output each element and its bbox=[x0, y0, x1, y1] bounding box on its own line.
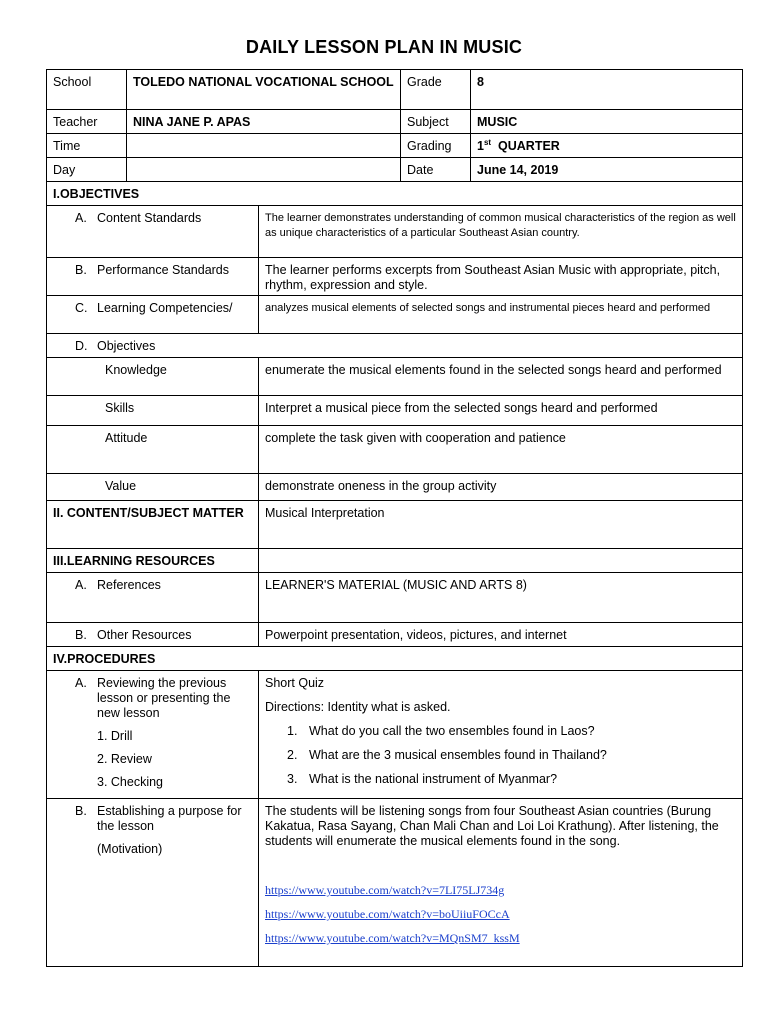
document-title: DAILY LESSON PLAN IN MUSIC bbox=[245, 37, 523, 57]
skills-row bbox=[47, 396, 743, 426]
references-row bbox=[47, 573, 743, 623]
quiz-directions: Directions: Identity what is asked. bbox=[265, 700, 451, 714]
procedure-b-content bbox=[259, 799, 743, 967]
grade-label: Grade bbox=[401, 70, 471, 110]
subject-value: MUSIC bbox=[471, 110, 743, 134]
day-label: Day bbox=[47, 158, 127, 182]
learning-competencies-label: C. Learning Competencies/ bbox=[47, 296, 259, 334]
attitude-text: complete the task given with cooperation and patience bbox=[259, 426, 743, 474]
grading-label: Grading bbox=[401, 134, 471, 158]
attitude-row bbox=[47, 426, 743, 474]
date-value: June 14, 2019 bbox=[471, 158, 743, 182]
motivation-text: The students will be listening songs from four Southeast Asian countries (Burung Kakatua, Rasa Sayang, Chan Mali Chan and Loi Loi Krathung). After listening, the students will enumerate the musical elements found in the song. bbox=[265, 804, 719, 848]
grade-value: 8 bbox=[471, 70, 743, 110]
time-row bbox=[47, 134, 743, 158]
content-row bbox=[47, 501, 743, 549]
objectives-heading-row bbox=[47, 182, 743, 206]
teacher-row bbox=[47, 110, 743, 134]
grading-value: 1st QUARTER bbox=[471, 134, 743, 158]
content-standards-label: A. Content Standards bbox=[47, 206, 259, 258]
knowledge-row bbox=[47, 358, 743, 396]
knowledge-text: enumerate the musical elements found in the selected songs heard and performed bbox=[259, 358, 743, 396]
value-label: Value bbox=[47, 474, 259, 501]
procedures-heading: IV.PROCEDURES bbox=[47, 647, 743, 671]
procedure-a-row bbox=[47, 671, 743, 799]
skills-text: Interpret a musical piece from the selected songs heard and performed bbox=[259, 396, 743, 426]
learning-competencies-text: analyzes musical elements of selected songs and instrumental pieces heard and performed bbox=[259, 296, 743, 334]
performance-standards-row bbox=[47, 258, 743, 296]
date-label: Date bbox=[401, 158, 471, 182]
youtube-link-1[interactable]: https://www.youtube.com/watch?v=7LI75LJ734g bbox=[265, 883, 505, 897]
checking-label: 3. Checking bbox=[97, 775, 164, 789]
resources-heading-blank bbox=[259, 549, 743, 573]
other-resources-row bbox=[47, 623, 743, 647]
procedures-heading-row bbox=[47, 647, 743, 671]
references-text: LEARNER'S MATERIAL (MUSIC AND ARTS 8) bbox=[259, 573, 743, 623]
subject-label: Subject bbox=[401, 110, 471, 134]
knowledge-label: Knowledge bbox=[47, 358, 259, 396]
drill-label: 1. Drill bbox=[97, 729, 133, 743]
motivation-label: (Motivation) bbox=[97, 842, 163, 856]
time-value bbox=[127, 134, 401, 158]
resources-heading: III.LEARNING RESOURCES bbox=[47, 549, 259, 573]
content-standards-text: The learner demonstrates understanding of common musical characteristics of the region as well as unique characteristics of a particular Southeast Asian country. bbox=[259, 206, 743, 258]
review-label: 2. Review bbox=[97, 752, 152, 766]
quiz-question-2: 2. What are the 3 musical ensembles found in Thailand? bbox=[287, 748, 607, 762]
school-label: School bbox=[47, 70, 127, 110]
quiz-question-1: 1. What do you call the two ensembles found in Laos? bbox=[287, 724, 595, 738]
resources-heading-row bbox=[47, 549, 743, 573]
procedure-a-label: A. Reviewing the previous lesson or presenting the new lesson 1. Drill 2. Review 3. Checking bbox=[47, 671, 259, 799]
other-resources-label: B. Other Resources bbox=[47, 623, 259, 647]
attitude-label: Attitude bbox=[47, 426, 259, 474]
youtube-link-2[interactable]: https://www.youtube.com/watch?v=boUiiuFOCcA bbox=[265, 907, 510, 921]
quiz-title: Short Quiz bbox=[265, 676, 325, 690]
school-row bbox=[47, 70, 743, 110]
objectives-label-row bbox=[47, 334, 743, 358]
youtube-link-3[interactable]: https://www.youtube.com/watch?v=MQnSM7_kssM bbox=[265, 931, 520, 945]
time-label: Time bbox=[47, 134, 127, 158]
other-resources-text: Powerpoint presentation, videos, pictures, and internet bbox=[259, 623, 743, 647]
value-row bbox=[47, 474, 743, 501]
lesson-plan-table bbox=[46, 69, 743, 967]
day-row bbox=[47, 158, 743, 182]
objectives-d-label: D. Objectives bbox=[47, 334, 743, 358]
references-label: A. References bbox=[47, 573, 259, 623]
content-standards-row bbox=[47, 206, 743, 258]
quiz-question-3: 3. What is the national instrument of Myanmar? bbox=[287, 772, 558, 786]
skills-label: Skills bbox=[47, 396, 259, 426]
procedure-a-content bbox=[259, 671, 743, 799]
teacher-value: NINA JANE P. APAS bbox=[127, 110, 401, 134]
value-text: demonstrate oneness in the group activity bbox=[259, 474, 743, 501]
teacher-label: Teacher bbox=[47, 110, 127, 134]
learning-competencies-row bbox=[47, 296, 743, 334]
objectives-heading: I.OBJECTIVES bbox=[47, 182, 743, 206]
procedure-b-label: B. Establishing a purpose for the lesson (Motivation) bbox=[47, 799, 259, 967]
performance-standards-text: The learner performs excerpts from Southeast Asian Music with appropriate, pitch, rhythm, expression and style. bbox=[259, 258, 743, 296]
procedure-b-row bbox=[47, 799, 743, 967]
school-value: TOLEDO NATIONAL VOCATIONAL SCHOOL bbox=[127, 70, 401, 110]
content-text: Musical Interpretation bbox=[259, 501, 743, 549]
content-heading: II. CONTENT/SUBJECT MATTER bbox=[47, 501, 259, 549]
day-value bbox=[127, 158, 401, 182]
performance-standards-label: B. Performance Standards bbox=[47, 258, 259, 296]
